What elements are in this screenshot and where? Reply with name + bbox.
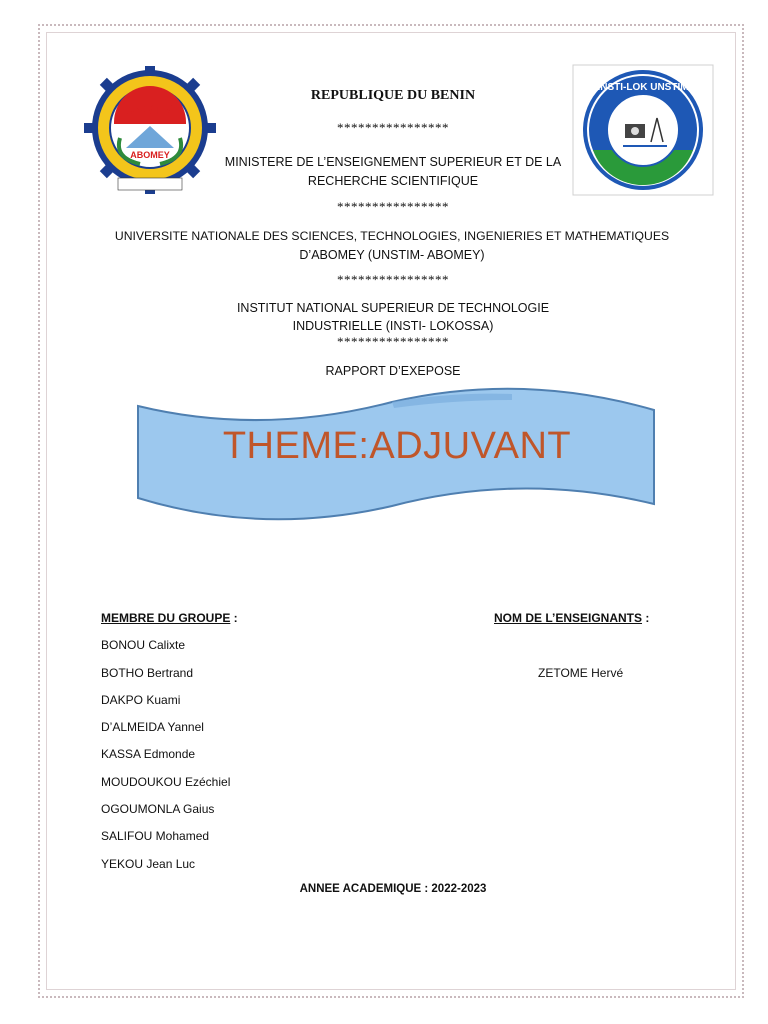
list-item: BONOU Calixte: [101, 638, 186, 652]
teachers-heading-colon: :: [642, 611, 650, 625]
svg-text:UNSTIM: UNSTIM: [125, 102, 175, 117]
list-item: KASSA Edmonde: [101, 747, 196, 761]
svg-text:ABOMEY: ABOMEY: [130, 150, 170, 160]
separator: ****************: [337, 272, 449, 287]
unstim-logo: [80, 66, 220, 196]
list-item: MOUDOUKOU Ezéchiel: [101, 775, 231, 789]
separator: ****************: [337, 334, 449, 349]
university-line2: D’ABOMEY (UNSTIM- ABOMEY): [299, 248, 485, 262]
institute-line2: INDUSTRIELLE (INSTI- LOKOSSA): [292, 319, 494, 333]
insti-lokossa-logo: [572, 64, 714, 196]
university-line1: UNIVERSITE NATIONALE DES SCIENCES, TECHNOLOGIES, INGENIERIES ET MATHEMATIQUES: [114, 229, 670, 243]
members-heading-colon: :: [230, 611, 238, 625]
list-item: OGOUMONLA Gaius: [101, 802, 215, 816]
teachers-heading-text: NOM DE L’ENSEIGNANTS: [494, 611, 643, 625]
ministry-line2: RECHERCHE SCIENTIFIQUE: [307, 174, 479, 188]
country-title: REPUBLIQUE DU BENIN: [310, 88, 476, 103]
list-item: DAKPO Kuami: [101, 693, 181, 707]
institute-line1: INSTITUT NATIONAL SUPERIEUR DE TECHNOLOGIE: [236, 301, 550, 315]
list-item: SALIFOU Mohamed: [101, 829, 210, 843]
report-type: RAPPORT D’EXEPOSE: [325, 364, 461, 378]
teachers-heading: [494, 611, 649, 625]
separator: ****************: [337, 199, 449, 214]
svg-text:INSTI-LOK UNSTIM: INSTI-LOK UNSTIM: [597, 82, 689, 93]
list-item: D’ALMEIDA Yannel: [101, 720, 204, 734]
members-heading: [101, 611, 238, 625]
list-item: BOTHO Bertrand: [101, 666, 194, 680]
academic-year: ANNEE ACADEMIQUE : 2022-2023: [299, 883, 487, 895]
list-item: YEKOU Jean Luc: [101, 857, 196, 871]
separator: ****************: [337, 120, 449, 135]
theme-title: THEME:ADJUVANT: [222, 425, 572, 467]
teacher-name: ZETOME Hervé: [538, 666, 624, 680]
ministry-line1: MINISTERE DE L’ENSEIGNEMENT SUPERIEUR ET DE LA: [224, 155, 562, 169]
members-heading-text: MEMBRE DU GROUPE: [101, 611, 231, 625]
